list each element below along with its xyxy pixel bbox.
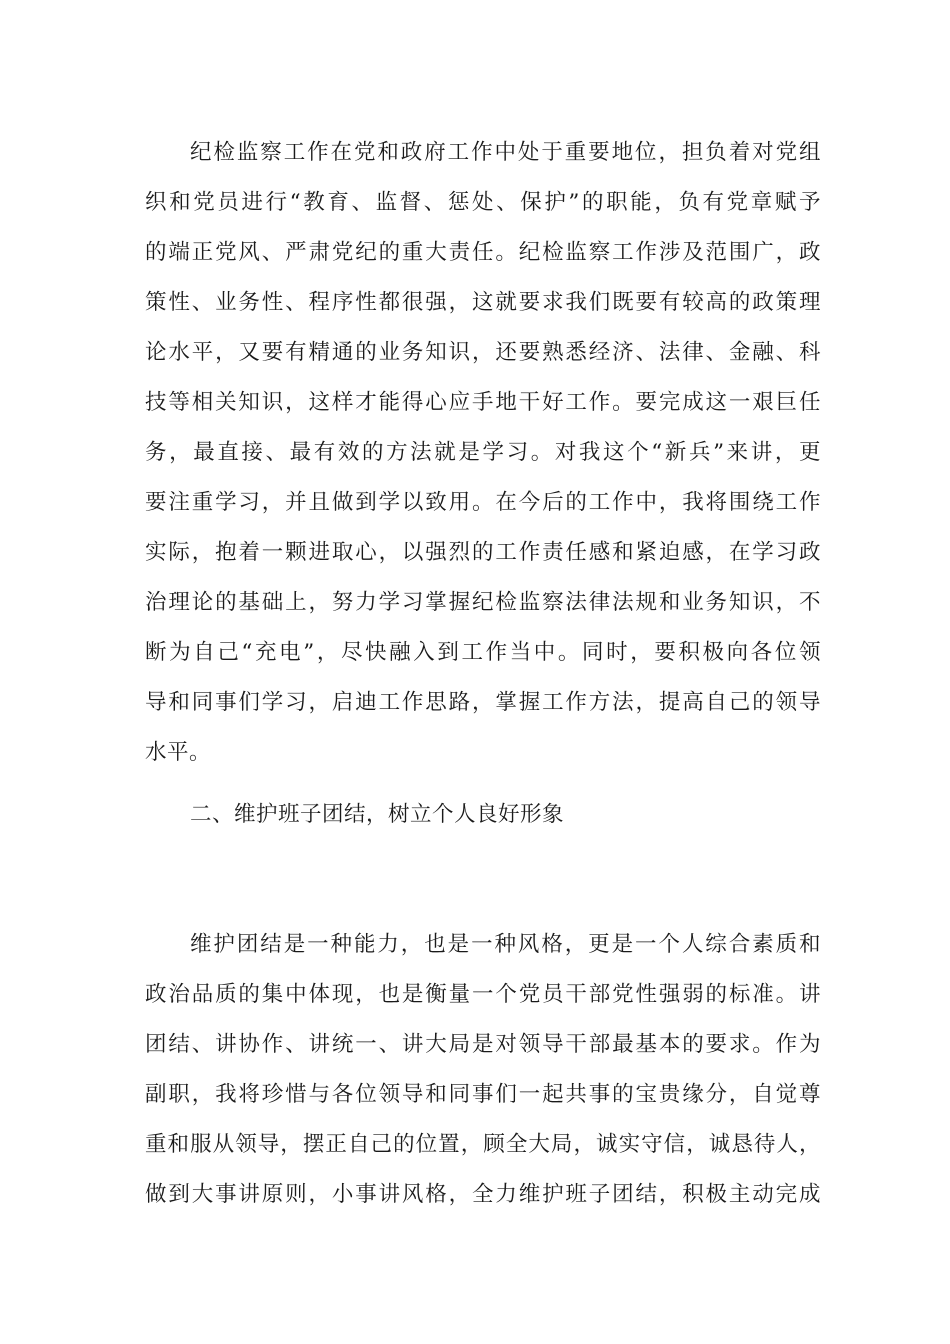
paragraph-line: 副职，我将珍惜与各位领导和同事们一起共事的宝贵缘分，自觉尊	[145, 1082, 821, 1107]
paragraph-line: 论水平，又要有精通的业务知识，还要熟悉经济、法律、金融、科	[145, 340, 821, 365]
paragraph-line: 织和党员进行“教育、监督、惩处、保护”的职能，负有党章赋予	[145, 190, 821, 215]
paragraph-line: 务，最直接、最有效的方法就是学习。对我这个“新兵”来讲，更	[145, 440, 821, 465]
paragraph-line: 维护团结是一种能力，也是一种风格，更是一个人综合素质和	[190, 932, 821, 957]
section-heading-text: 二、维护班子团结，树立个人良好形象	[190, 802, 565, 827]
paragraph-line: 技等相关知识，这样才能得心应手地干好工作。要完成这一艰巨任	[145, 390, 821, 415]
section-heading	[145, 790, 821, 840]
paragraph-line: 断为自己“充电”，尽快融入到工作当中。同时，要积极向各位领	[145, 640, 821, 665]
paragraph-line: 要注重学习，并且做到学以致用。在今后的工作中，我将围绕工作	[145, 490, 821, 515]
paragraph-line: 导和同事们学习，启迪工作思路，掌握工作方法，提高自己的领导	[145, 690, 821, 715]
paragraph-study	[145, 128, 821, 778]
paragraph-line: 的端正党风、严肃党纪的重大责任。纪检监察工作涉及范围广，政	[145, 240, 821, 265]
paragraph-line: 政治品质的集中体现，也是衡量一个党员干部党性强弱的标准。讲	[145, 982, 821, 1007]
paragraph-line: 纪检监察工作在党和政府工作中处于重要地位，担负着对党组	[190, 140, 821, 165]
paragraph-line: 重和服从领导，摆正自己的位置，顾全大局，诚实守信，诚恳待人，	[145, 1132, 821, 1157]
paragraph-line: 策性、业务性、程序性都很强，这就要求我们既要有较高的政策理	[145, 290, 821, 315]
paragraph-line: 治理论的基础上，努力学习掌握纪检监察法律法规和业务知识，不	[145, 590, 821, 615]
paragraph-unity	[145, 920, 821, 1220]
paragraph-line: 实际，抱着一颗进取心，以强烈的工作责任感和紧迫感，在学习政	[145, 540, 821, 565]
paragraph-line: 团结、讲协作、讲统一、讲大局是对领导干部最基本的要求。作为	[145, 1032, 821, 1057]
paragraph-line: 做到大事讲原则，小事讲风格，全力维护班子团结，积极主动完成	[145, 1182, 821, 1207]
paragraph-line: 水平。	[145, 740, 212, 765]
